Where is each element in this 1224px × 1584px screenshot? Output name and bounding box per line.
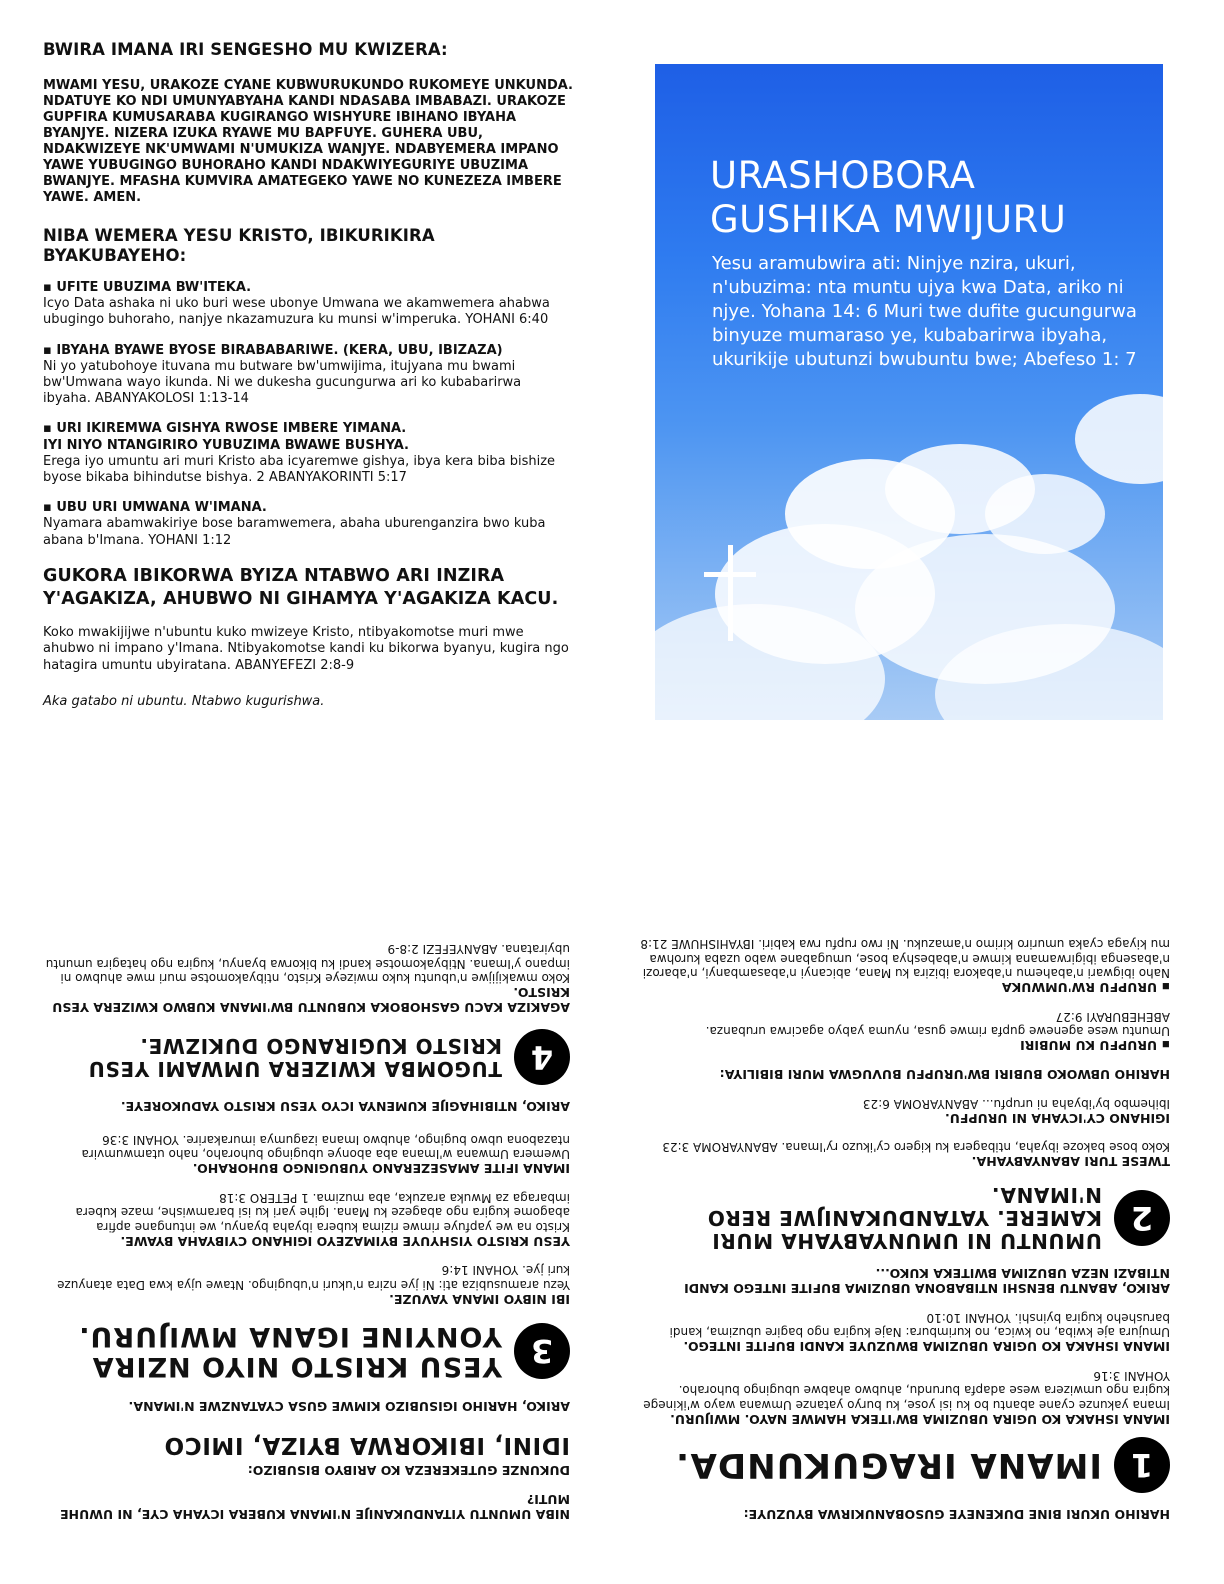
cross-icon [728, 545, 733, 641]
paragraph: Yezu aramusubiza ati: Ni jye nzira n'ukuri n'ubugingo. Ntawe ujya kwa Data atanyuze kuri jye. YOHANI 14:6 [57, 1263, 570, 1292]
intro-note: DUKUNZE GUTEKEREZA KO ARIBYO BISUBIZO: [247, 1463, 570, 1478]
prayer-heading: BWIRA IMANA IRI SENGESHO MU KWIZERA: [43, 40, 448, 59]
cover-title: URASHOBORA GUSHIKA MWIJURU [710, 154, 1067, 241]
section-2-header [635, 1184, 1170, 1253]
death-type-heading: ▪ URUPFU KU MUBIRI [1020, 1038, 1170, 1054]
paragraph-heading: IBI NIBYO IMANA YAVUZE. [389, 1292, 570, 1307]
paragraph-heading: IGIHANO CY'ICYAHA NI URUPFU. [944, 1111, 1170, 1126]
free-note: Aka gatabo ni ubuntu. Ntabwo kugurishwa. [43, 694, 325, 710]
paragraph-heading: AGAKIZA KACU GASHOBOKA KUBUNTU BW'IMANA KUBWO KWIZERA YESU KRISTO. [52, 985, 570, 1016]
paragraph-heading: IMANA ISHAKA KO UGIRA UBUZIMA BWUZUYE KANDI BUFITE INTEGO. [683, 1339, 1170, 1355]
section-number: 1 [1114, 1437, 1170, 1493]
section-3-header [40, 1321, 570, 1381]
works-heading: GUKORA IBIKORWA BYIZA NTABWO ARI INZIRA Y'AGAKIZA, AHUBWO NI GIHAMYA Y'AGAKIZA KACU. [43, 565, 559, 609]
but-text: ARIKO, ABANTU BENSHI NTIBABONA UBUZIMA BUFITE INTEGO KANDI NTIBAZI NEZA UBUZIMA BWITEKA KUKO... [684, 1266, 1170, 1297]
benefit-item [43, 280, 573, 329]
false-answers: IDINI, IBIKORWA BYIZA, IMICO [164, 1432, 570, 1458]
section-title: TUGOMBA KWIZERA UMWAMI YESU KRISTO KUGIRANGO DUKIZWE. [88, 1034, 502, 1082]
benefit-subtitle: IYI NIYO NTANGIRIRO YUBUZIMA BWAWE BUSHYA. [43, 437, 409, 453]
section-title: IMANA IRAGUKUNDA. [675, 1445, 1102, 1486]
paragraph: Ibihembo by'ibyaha ni urupfu... ABANYAROMA 6:23 [862, 1097, 1170, 1111]
paragraph: Koko mwakijijwe n'ubuntu kuko mwizeye Kristo, ntibyakomotse muri mwe ahubwo ni impano y'Imana. Ntibyakomotse kandi ku bikorwa byanyu, kugira ngo hatagira umuntu ubyiratana. ABANYEFEZI 2:8-9 [45, 942, 570, 986]
accept-heading: NIBA WEMERA YESU KRISTO, IBIKURIKIRA BYAKUBAYEHO: [43, 226, 435, 265]
section-number: 3 [514, 1323, 570, 1379]
cover-verse: Yesu aramubwira ati: Ninjye nzira, ukuri, n'ubuzima: nta muntu ujya kwa Data, ariko ni njye. Yohana 14: 6 Muri twe dufite gucungurwa binyuze mumaraso ye, kubabarirwa ibyaha, ukurikije ubutunzi bwubuntu bwe; Abefeso 1: 7 [712, 253, 1137, 370]
cloud [1075, 394, 1163, 484]
paragraph: Umuntu wese agenewe gupfa rimwe gusa, nyuma yabyo agacirwa urubanza. ABEHEBURAYI 9:27 [705, 1010, 1170, 1039]
paragraph: Koko bose bakoze ibyaha, ntibagera ku kigero cy'ikuzo ry'Imana. ABANYAROMA 3:23 [662, 1140, 1170, 1155]
works-text: Koko mwakijijwe n'ubuntu kuko mwizeye Kristo, ntibyakomotse muri mwe ahubwo ni impano y'Imana. Ntibyakomotse kandi ku bikorwa byanyu, kugira ngo hatagira umuntu ubyiratana. ABANYEFEZI 2:8-9 [43, 624, 569, 673]
intro-question: NIBA UMUNTU YITANDUKANIJE N'IMANA KUBERA ICYAHA CYE, NI UWUHE MUTI? [60, 1492, 570, 1522]
benefit-title: ▪ UFITE UBUZIMA BW'ITEKA. [43, 280, 252, 295]
paragraph: Umujura aje kwiba, no kwica, no kurimbura: Naje kugira ngo bagire ubuzima, kandi barusheho kugira byinshi. YOHANI 10:10 [669, 1311, 1170, 1340]
cross-icon-bar [704, 572, 756, 577]
benefit-body: Erega iyo umuntu ari muri Kristo aba icyaremwe gishya, ibya kera biba bishize byose bikaba bihindutse bishya. 2 ABANYAKORINTI 5:17 [43, 453, 556, 486]
section-title: YESU KRISTO NIYO NZIRA YONYINE IGANA MWIJURU. [78, 1321, 502, 1382]
benefit-item [43, 421, 573, 486]
intro-text: HARIHO UKURI BINE DUKENEYE GUSOBANUKIRWA BYUZUYE: [743, 1507, 1170, 1522]
paragraph-heading: IMANA IFITE AMASEZERANO YUBUGINGO BUHORAHO. [192, 1161, 570, 1177]
paragraph-heading: TWESE TURI ABANYABYAHA. [971, 1154, 1170, 1170]
paragraph-heading: HARIHO UBWOKO BUBIRI BW'URUPFU BUVUGWA MURI BIBILIYA: [719, 1067, 1170, 1083]
death-type-heading: ▪ URUPFU RW'UMWUKA [1001, 980, 1170, 996]
prayer-panel [43, 40, 573, 709]
benefit-body: Nyamara abamwakiriye bose baramwemera, abaha uburenganzira bwo kuba abana b'Imana. YOHANI 1:12 [43, 516, 546, 548]
paragraph: Naho ibigwari n'abahemu n'abakora ibizira ku Mana, abicanyi n'abasambanyi, n'abarozi n'abasenga ibigirwamana kimwe n'ababeshya bose, umugabane wabo uzaba kurohwa mu kiyaga cyaka umuriro kirimo n'amazuku. Ni rwo rupfu rwa kabiri. IBYAHISHUWE 21:8 [640, 937, 1170, 981]
paragraph-heading: IMANA ISHAKA KO UGIRA UBUZIMA BW'ITEKA HAMWE NAYO. MWIJURU. [670, 1412, 1170, 1427]
paragraph: Kristo na we yapfuye rimwe rizima kubera ibyaha byanyu, we intungane apfira abagome kugira ngo abageze ku Mana. Igihe yari ku isi baramwishe, maze kubera imbaraga za Mwuka arazuka, aba muzima. 1 PETERO 3:18 [75, 1191, 570, 1234]
paragraph: Uwemera Umwana w'Imana aba abonye ubugingo buhoraho, naho utamwumvira ntazabona ubwo bugingo, ahubwo Imana izagumya imurakarire. YOHANI 3:36 [81, 1133, 570, 1162]
section-title: UMUNTU NI UMUNYABYAHA MURI KAMERE. YATANDUKANIJWE RERO N'IMANA. [707, 1183, 1102, 1254]
back-right-panel [635, 822, 1170, 1522]
benefit-body: Icyo Data ashaka ni uko buri wese ubonye Umwana we akamwemera ahabwa ubugingo buhoraho, nanjye nkazamuzura ku munsi w'imperuka. YOHANI 6:40 [43, 296, 550, 328]
prayer-text: MWAMI YESU, URAKOZE CYANE KUBWURUKUNDO RUKOMEYE UNKUNDA. NDATUYE KO NDI UMUNYABYAHA KANDI NDASABA IMBABAZI. URAKOZE GUPFIRA KUMUSARABA KUGIRANGO WISHYURE IBIHANO IBYAHA BYANJYE. NIZERA IZUKA RYAWE MU BAPFUYE. GUHERA UBU, NDAKWIZEYE NK'UMWAMI N'UMUKIZA WANJYE. NDABYEMERA IMPANO YAWE YUBUGINGO BUHORAHO KANDI NDAKWIYEGURIYE UBUZIMA BWANJYE. MFASHA KUMVIRA AMATEGEKO YAWE NO KUNEZEZA IMBERE YAWE. AMEN. [43, 78, 573, 205]
paragraph: Imana yakunze cyane abantu bo ku isi yose, ku buryo yatanze Umwana wayo w'ikinege kugira ngo umwizera wese adapfa burundu, ahubwo ahabwe ubugingo buhoraho. YOHANI 3:16 [643, 1369, 1170, 1412]
section-number: 2 [1114, 1190, 1170, 1246]
benefit-title: ▪ UBU URI UMWANA W'IMANA. [43, 500, 267, 516]
but-text: ARIKO, NTIBIHAGIJE KUMENYA ICYO YESU KRISTO YADUKOREYE. [120, 1099, 570, 1115]
benefit-body: Ni yo yatubohoye ituvana mu butware bw'umwijima, itujyana mu bwami bw'Umwana wayo ikunda. Ni we dukesha gucungurwa ari ko kubabarirwa ibyaha. ABANYAKOLOSI 1:13-14 [43, 358, 522, 407]
section-1-header [635, 1437, 1170, 1493]
section-4-header [40, 1030, 570, 1086]
section-number: 4 [514, 1030, 570, 1086]
but-text: ARIKO, HARIHO IGISUBIZO KIMWE GUSA CYATANZWE N'IMANA. [128, 1399, 570, 1414]
benefit-title: ▪ IBYAHA BYAWE BYOSE BIRABABARIWE. (KERA, UBU, IBIZAZA) [43, 342, 503, 358]
paragraph-heading: YESU KRISTO YISHYUYE BYIMAZEYO IGIHANO CYIBYAHA BYAWE. [120, 1234, 570, 1249]
benefit-title: ▪ URI IKIREMWA GISHYA RWOSE IMBERE YIMANA. [43, 421, 407, 437]
back-left-panel [40, 822, 570, 1522]
benefit-item [43, 500, 573, 549]
benefit-item [43, 343, 573, 408]
